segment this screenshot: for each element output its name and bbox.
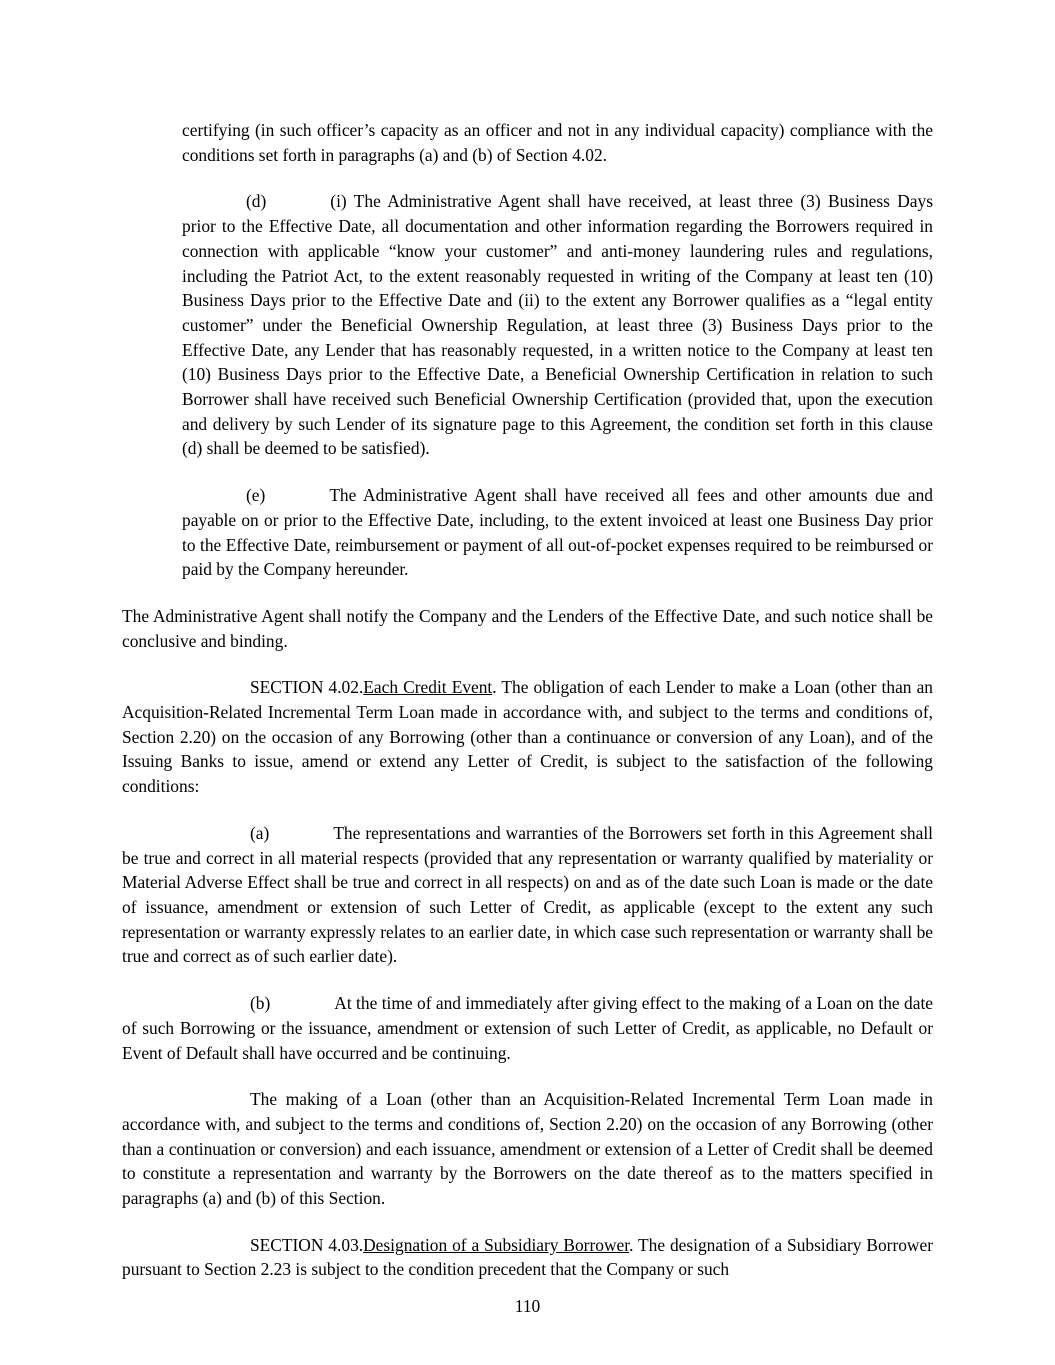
section-4-03-heading: Designation of a Subsidiary Borrower: [363, 1234, 630, 1255]
paragraph-clause-d: [182, 189, 933, 461]
clause-marker-402-b: (b): [250, 993, 271, 1014]
paragraph-certifying: certifying (in such officer’s capacity as an officer and not in any individual capacity) compliance with the conditions set forth in paragraphs (a) and (b) of Section 4.02.: [182, 120, 933, 165]
section-4-02-text: . The obligation of each Lender to make a Loan (other than an Acquisition-Related Incremental Term Loan made in accordance with, and subject to the terms and conditions of, Section 2.20) on the occasion of any Borrowing (other than a continuance or conversion of any Loan), and of the Issuing Banks to issue, amend or extend any Letter of Credit, is subject to the satisfaction of the following conditions:: [122, 677, 933, 797]
clause-marker-402-a: (a): [250, 822, 270, 843]
section-4-03-paragraph: [122, 1233, 933, 1282]
paragraph-402-closing: [122, 1087, 933, 1211]
paragraph-notify: The Administrative Agent shall notify the Company and the Lenders of the Effective Date, and such notice shall be conclusive and binding.: [122, 605, 933, 651]
clause-text-d: (i) The Administrative Agent shall have received, at least three (3) Business Days prior to the Effective Date, all documentation and other information regarding the Borrowers required in connection with applicable “know your customer” and anti-money laundering rules and regulations, including the Patriot Act, to the extent reasonably requested in writing of the Company at least ten (10) Business Days prior to the Effective Date and (ii) to the extent any Borrower qualifies as a “legal entity customer” under the Beneficial Ownership Regulation, at least three (3) Business Days prior to the Effective Date, any Lender that has reasonably requested, in a written notice to the Company at least ten (10) Business Days prior to the Effective Date, a Beneficial Ownership Certification in relation to such Borrower shall have received such Beneficial Ownership Certification (provided that, upon the execution and delivery by such Lender of its signature page to this Agreement, the condition set forth in this clause (d) shall be deemed to be satisfied).: [182, 191, 933, 459]
paragraph-402-b: [122, 991, 933, 1065]
clause-text-402-a: The representations and warranties of the Borrowers set forth in this Agreement shall be true and correct in all material respects (provided that any representation or warranty qualified by materiality or Material Adverse Effect shall be true and correct in all respects) on and as of the date such Loan is made or the date of issuance, amendment or extension of such Letter of Credit, as applicable (except to the extent any such representation or warranty expressly relates to an earlier date, in which case such representation or warranty shall be true and correct as of such earlier date).: [122, 822, 933, 967]
paragraph-clause-e: [182, 483, 933, 582]
page-number: 110: [514, 1296, 541, 1316]
clause-marker-d: (d): [246, 191, 267, 212]
clause-text-402-b: At the time of and immediately after giving effect to the making of a Loan on the date of such Borrowing or the issuance, amendment or extension of such Letter of Credit, as applicable, no Default or Event of Default shall have occurred and be continuing.: [122, 993, 933, 1063]
paragraph-402-a: [122, 821, 933, 969]
section-4-02-number: SECTION 4.02.: [250, 677, 364, 698]
section-4-02-heading: Each Credit Event: [363, 677, 493, 698]
indent-spacer: [122, 1089, 250, 1109]
clause-text-e: The Administrative Agent shall have received all fees and other amounts due and payable on or prior to the Effective Date, including, to the extent invoiced at least one Business Day prior to the Effective Date, reimbursement or payment of all out-of-pocket expenses required to be reimbursed or paid by the Company hereunder.: [182, 485, 933, 580]
section-4-02-paragraph: [122, 675, 933, 799]
section-4-03-number: SECTION 4.03.: [250, 1234, 364, 1255]
section-4-03-text: . The designation of a Subsidiary Borrower pursuant to Section 2.23 is subject to the condition precedent that the Company or such: [122, 1234, 934, 1280]
clause-marker-e: (e): [246, 485, 266, 506]
closing-text-402: The making of a Loan (other than an Acquisition-Related Incremental Term Loan made in accordance with, and subject to the terms and conditions of, Section 2.20) on the occasion of any Borrowing (other than a continuation or conversion) and each issuance, amendment or extension of a Letter of Credit shall be deemed to constitute a representation and warranty by the Borrowers on the date thereof as to the matters specified in paragraphs (a) and (b) of this Section.: [122, 1089, 933, 1209]
